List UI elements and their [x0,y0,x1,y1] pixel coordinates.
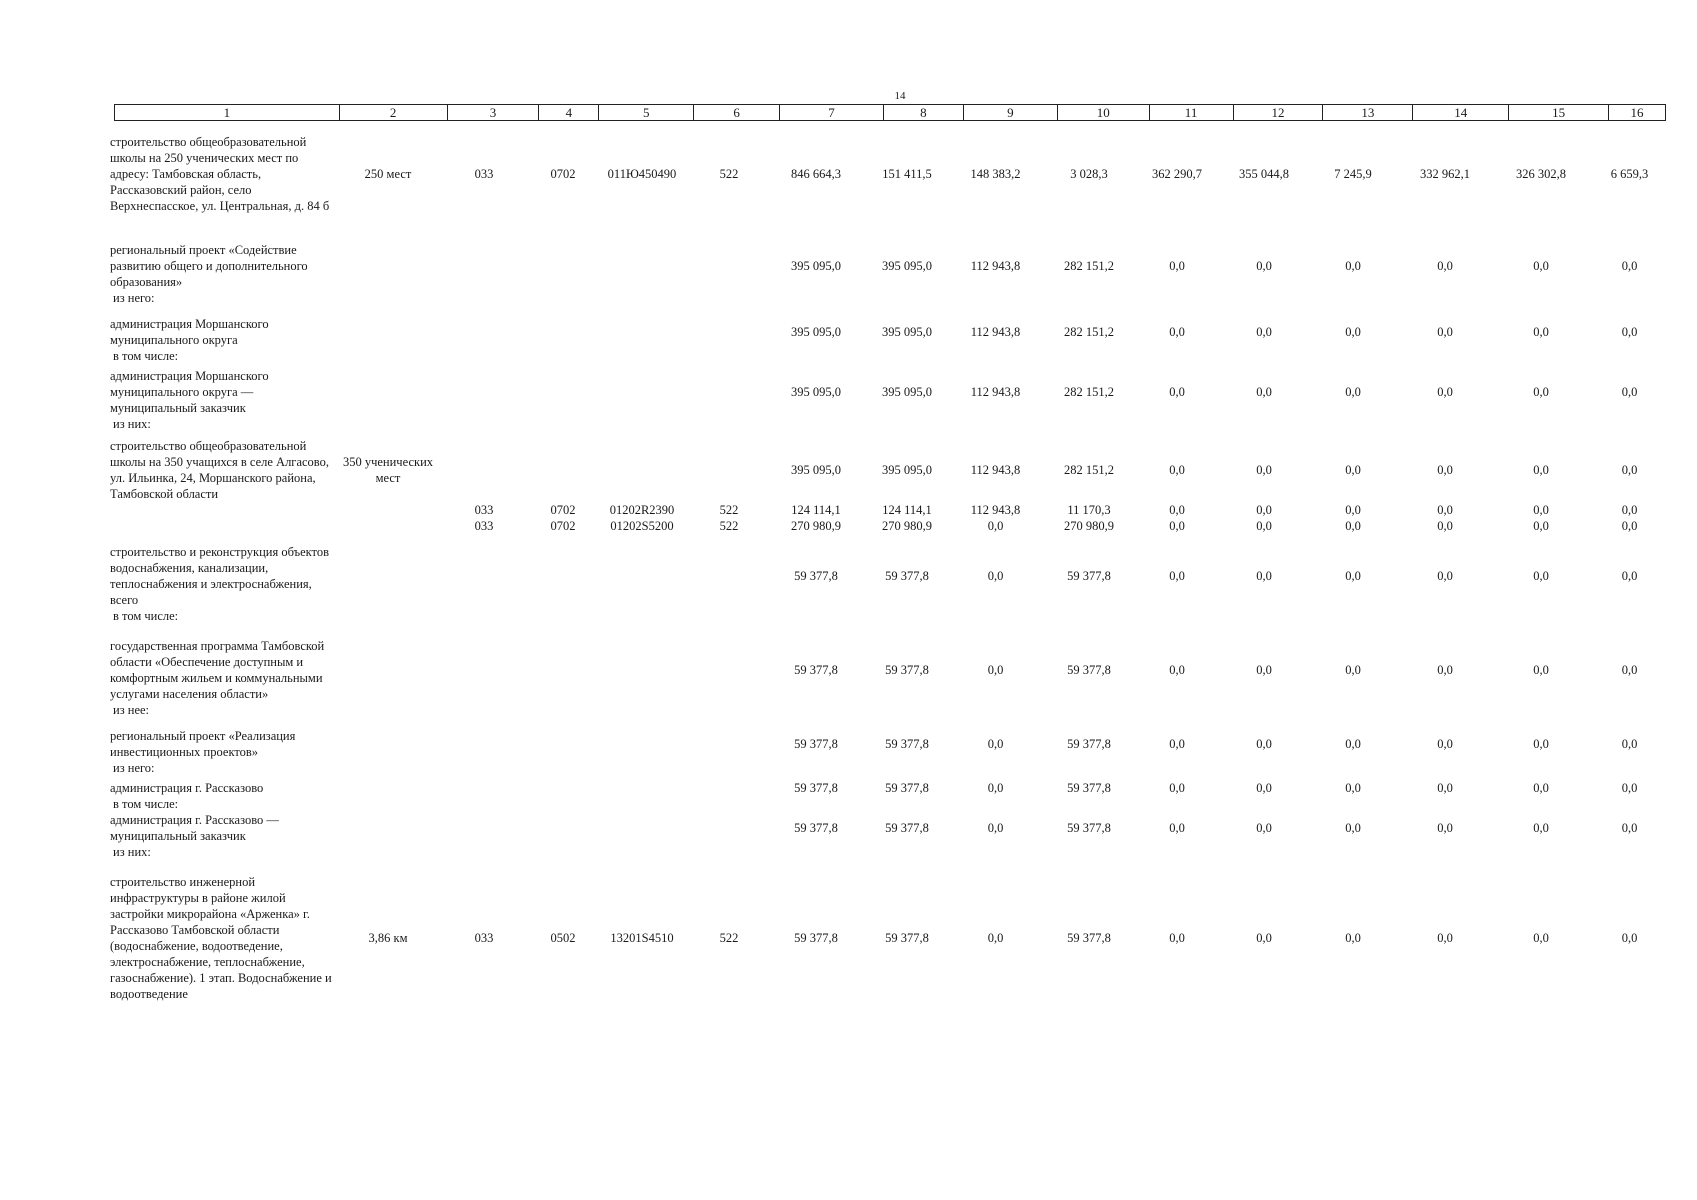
section-label: из него: [113,761,155,775]
table-cell: 0,0 [1169,325,1185,339]
table-cell: 282 151,2 [1064,259,1114,273]
table-cell: 0,0 [1437,463,1453,477]
table-cell: 59 377,8 [794,781,838,795]
table-cell: 0,0 [1437,503,1453,517]
table-cell: 0,0 [1345,463,1361,477]
column-header-4: 4 [539,105,599,120]
table-row [110,518,1670,534]
table-cell: 0,0 [1621,821,1638,835]
section-label: в том числе: [113,797,179,811]
table-cell: 0,0 [1169,385,1185,399]
table-row [110,874,1670,1002]
table-cell: 033 [474,167,494,181]
table-body [110,134,1670,1002]
table-cell: 11 170,3 [1067,503,1111,517]
table-cell: 0,0 [1621,463,1638,477]
table-cell: 0,0 [1621,569,1638,583]
table-cell: 59 377,8 [1067,821,1111,835]
table-row [110,812,1670,844]
table-cell: 151 411,5 [882,167,932,181]
table-cell: 270 980,9 [791,519,841,533]
table-cell: 350 ученических мест [342,455,434,485]
section-label: в том числе: [113,609,179,623]
table-cell: 0,0 [1345,519,1361,533]
table-cell: 59 377,8 [1067,781,1111,795]
table-cell: 59 377,8 [1067,737,1111,751]
table-cell: 59 377,8 [885,569,929,583]
table-cell: 0,0 [1256,737,1272,751]
row-description: строительство общеобразовательной школы на 250 ученических мест по адресу: Тамбовская область, Рассказовский район, село Верхнеспасское, ул. Центральная, д. 84 б [110,135,330,213]
table-cell: 3,86 км [368,931,408,945]
table-cell: 0,0 [1169,931,1185,945]
table-cell: 0,0 [987,737,1004,751]
table-cell: 395 095,0 [791,325,841,339]
table-cell: 0,0 [1256,821,1272,835]
table-cell: 0,0 [1345,503,1361,517]
table-cell: 0,0 [1621,663,1638,677]
column-header-5: 5 [599,105,694,120]
table-cell: 033 [474,519,494,533]
table-cell: 0,0 [1169,737,1185,751]
table-cell: 522 [719,167,739,181]
table-row [110,780,1670,796]
table-cell: 0,0 [1345,931,1361,945]
table-cell: 011Ю450490 [607,167,677,181]
table-cell: 332 962,1 [1420,167,1470,181]
table-cell: 395 095,0 [791,259,841,273]
table-cell: 395 095,0 [882,325,932,339]
table-cell: 0,0 [1345,325,1361,339]
table-cell: 112 943,8 [970,463,1021,477]
row-description: администрация г. Рассказово [110,781,264,795]
table-cell: 0,0 [1621,737,1638,751]
table-cell: 0,0 [1437,781,1453,795]
table-cell: 0502 [550,931,576,945]
row-description: строительство инженерной инфраструктуры в районе жилой застройки микрорайона «Арженка» г. Рассказово Тамбовской области (водоснабжение, водоотведение, электроснабжение, теплоснабжение, газоснабжение). 1 этап. Водоснабжение и водоотведение [110,875,332,1001]
table-cell: 0,0 [1256,519,1272,533]
table-cell: 0,0 [1256,503,1272,517]
table-cell: 0,0 [1621,259,1638,273]
table-cell: 282 151,2 [1064,463,1114,477]
section-label: из них: [113,845,151,859]
table-cell: 395 095,0 [882,259,932,273]
table-cell: 124 114,1 [791,503,841,517]
table-cell: 0,0 [1169,519,1185,533]
table-cell: 0,0 [1169,569,1185,583]
table-cell: 01202S5200 [610,519,674,533]
table-cell: 0,0 [1345,569,1361,583]
table-cell: 6 659,3 [1610,167,1649,181]
table-cell: 112 943,8 [970,259,1021,273]
table-cell: 0,0 [1169,503,1185,517]
column-header-8: 8 [884,105,964,120]
column-header-1: 1 [115,105,340,120]
table-cell: 0,0 [1169,463,1185,477]
table-cell: 0,0 [1621,385,1638,399]
table-cell: 0702 [550,167,576,181]
table-cell: 3 028,3 [1070,167,1108,181]
page-number: 14 [894,90,906,102]
row-description: государственная программа Тамбовской области «Обеспечение доступным и комфортным жильем и коммунальными услугами населения области» [110,639,325,701]
table-cell: 0,0 [1345,781,1361,795]
table-cell: 0,0 [987,821,1004,835]
table-cell: 0,0 [1169,781,1185,795]
column-header-12: 12 [1234,105,1324,120]
table-cell: 522 [719,931,739,945]
table-cell: 0,0 [1621,325,1638,339]
row-description: строительство общеобразовательной школы на 350 учащихся в селе Алгасово, ул. Ильинка, 24, Моршанского района, Тамбовской области [110,439,329,501]
table-cell: 0,0 [987,781,1004,795]
table-cell: 362 290,7 [1152,167,1202,181]
table-cell: 0,0 [987,931,1004,945]
table-cell: 0,0 [1437,569,1453,583]
table-row [110,544,1670,608]
table-cell: 0,0 [1345,663,1361,677]
table-cell: 0,0 [1621,781,1638,795]
table-cell: 0,0 [1169,259,1185,273]
table-cell: 0,0 [1533,325,1549,339]
column-header-14: 14 [1413,105,1509,120]
column-header-3: 3 [448,105,540,120]
table-cell: 0,0 [1533,569,1549,583]
column-header-15: 15 [1509,105,1609,120]
table-cell: 395 095,0 [791,385,841,399]
table-cell: 124 114,1 [882,503,932,517]
table-cell: 59 377,8 [1067,663,1111,677]
table-cell: 0,0 [1256,259,1272,273]
table-cell: 0,0 [1437,663,1453,677]
table-cell: 282 151,2 [1064,325,1114,339]
table-cell: 0,0 [1621,503,1638,517]
column-header-7: 7 [780,105,884,120]
table-cell: 59 377,8 [885,737,929,751]
table-cell: 0,0 [1533,663,1549,677]
table-cell: 0,0 [1256,385,1272,399]
table-row [110,638,1670,702]
table-row [110,368,1670,416]
table-cell: 59 377,8 [794,569,838,583]
table-cell: 0,0 [987,519,1004,533]
table-cell: 0,0 [1345,821,1361,835]
table-cell: 0,0 [1256,569,1272,583]
table-cell: 522 [719,519,739,533]
table-cell: 59 377,8 [794,663,838,677]
table-cell: 112 943,8 [970,503,1021,517]
table-cell: 112 943,8 [970,385,1021,399]
table-cell: 0,0 [1437,385,1453,399]
table-cell: 0,0 [1533,385,1549,399]
column-header-6: 6 [694,105,780,120]
table-cell: 0,0 [1169,663,1185,677]
row-description: администрация г. Рассказово — муниципальный заказчик [110,813,279,843]
table-cell: 0,0 [1533,821,1549,835]
section-label: из них: [113,417,151,431]
table-cell: 250 мест [364,167,412,181]
table-row [110,728,1670,760]
table-cell: 033 [474,503,494,517]
table-cell: 0,0 [1621,519,1638,533]
table-cell: 0,0 [1256,931,1272,945]
table-cell: 395 095,0 [791,463,841,477]
row-description: администрация Моршанского муниципального округа — муниципальный заказчик [110,369,269,415]
column-header-13: 13 [1323,105,1413,120]
table-cell: 01202R2390 [609,503,675,517]
table-cell: 282 151,2 [1064,385,1114,399]
table-cell: 0,0 [1345,737,1361,751]
table-cell: 522 [719,503,739,517]
table-cell: 0,0 [1533,519,1549,533]
table-cell: 0,0 [1437,821,1453,835]
table-cell: 59 377,8 [794,821,838,835]
column-header-11: 11 [1150,105,1234,120]
table-header [114,104,1666,121]
table-cell: 0,0 [1256,663,1272,677]
column-header-10: 10 [1058,105,1150,120]
row-description: региональный проект «Содействие развитию общего и дополнительного образования» [110,243,308,289]
table-cell: 7 245,9 [1334,167,1372,181]
table-cell: 270 980,9 [882,519,932,533]
table-cell: 59 377,8 [1067,569,1111,583]
table-cell: 13201S4510 [610,931,674,945]
table-cell: 0,0 [1621,931,1638,945]
table-cell: 0702 [550,519,576,533]
table-cell: 0,0 [1533,737,1549,751]
table-cell: 0,0 [1533,463,1549,477]
table-cell: 0,0 [1256,325,1272,339]
row-description: администрация Моршанского муниципального округа [110,317,269,347]
table-cell: 0,0 [1256,781,1272,795]
table-row [110,438,1670,502]
table-cell: 59 377,8 [1067,931,1111,945]
table-cell: 59 377,8 [885,931,929,945]
table-row [110,242,1670,290]
table-row [110,134,1670,214]
table-cell: 112 943,8 [970,325,1021,339]
table-cell: 395 095,0 [882,463,932,477]
table-cell: 0702 [550,503,576,517]
table-cell: 0,0 [1533,781,1549,795]
table-cell: 033 [474,931,494,945]
table-cell: 59 377,8 [885,781,929,795]
table-cell: 0,0 [1437,259,1453,273]
column-header-16: 16 [1630,105,1644,120]
table-cell: 846 664,3 [791,167,841,181]
table-cell: 395 095,0 [882,385,932,399]
table-cell: 0,0 [1533,931,1549,945]
table-row [110,502,1670,518]
table-cell: 0,0 [1345,259,1361,273]
section-label: из него: [113,291,155,305]
table-cell: 0,0 [1256,463,1272,477]
row-description: региональный проект «Реализация инвестиционных проектов» [110,729,296,759]
table-cell: 59 377,8 [885,663,929,677]
table-cell: 59 377,8 [794,737,838,751]
row-description: строительство и реконструкция объектов водоснабжения, канализации, теплоснабжения и электроснабжения, всего [110,545,329,607]
column-header-2: 2 [340,105,448,120]
table-cell: 0,0 [1437,519,1453,533]
table-cell: 0,0 [987,569,1004,583]
column-header-9: 9 [964,105,1058,120]
table-cell: 326 302,8 [1516,167,1566,181]
table-cell: 59 377,8 [794,931,838,945]
table-cell: 0,0 [1169,821,1185,835]
section-label: в том числе: [113,349,179,363]
table-cell: 0,0 [987,663,1004,677]
section-label: из нее: [113,703,150,717]
table-row [110,316,1670,348]
table-cell: 0,0 [1437,931,1453,945]
table-cell: 0,0 [1533,503,1549,517]
table-cell: 0,0 [1345,385,1361,399]
table-cell: 59 377,8 [885,821,929,835]
table-cell: 148 383,2 [970,167,1021,181]
table-cell: 0,0 [1437,737,1453,751]
table-cell: 0,0 [1437,325,1453,339]
table-cell: 270 980,9 [1064,519,1114,533]
table-cell: 355 044,8 [1239,167,1289,181]
table-cell: 0,0 [1533,259,1549,273]
